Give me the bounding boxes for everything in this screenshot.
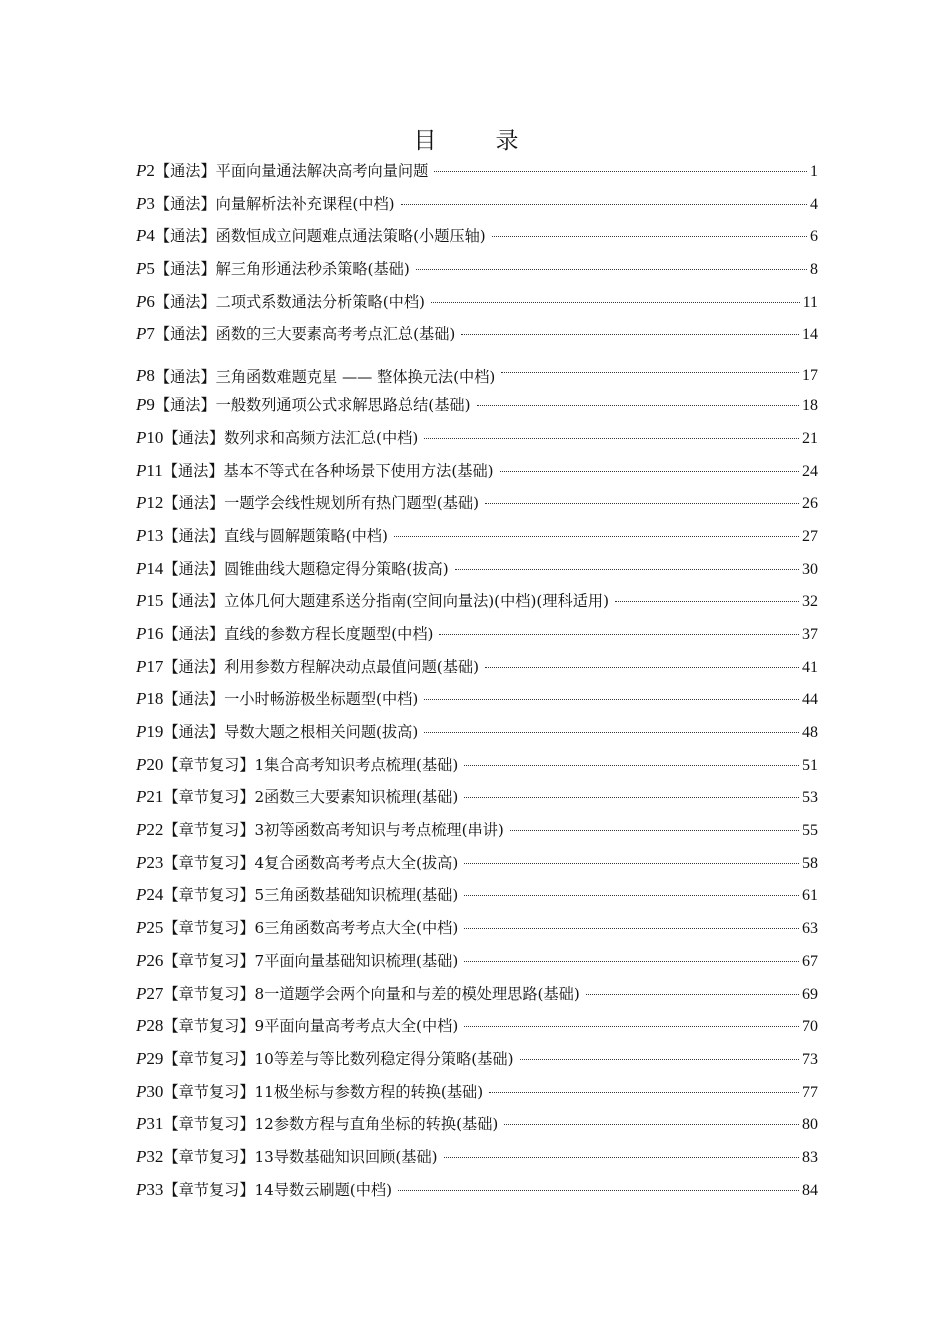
toc-entry[interactable] <box>136 819 818 852</box>
entry-prefix-number: 27 <box>146 983 164 1003</box>
dot-leader <box>464 797 799 798</box>
entry-page-number: 17 <box>802 367 818 385</box>
entry-prefix-letter: P <box>136 787 147 807</box>
toc-entry[interactable] <box>136 558 818 591</box>
toc-entry[interactable] <box>136 656 818 689</box>
entry-prefix-letter: P <box>136 259 147 279</box>
entry-prefix-letter: P <box>136 591 147 611</box>
dot-leader <box>439 634 799 635</box>
entry-page-number: 4 <box>810 195 818 213</box>
dot-leader <box>464 765 799 766</box>
entry-prefix-number: 25 <box>146 918 164 938</box>
entry-prefix-number: 15 <box>146 591 164 611</box>
entry-title: 【章节复习】9平面向量高考考点大全(中档) <box>163 1017 459 1036</box>
entry-title: 【章节复习】12参数方程与直角坐标的转换(基础) <box>163 1115 499 1134</box>
entry-title: 【通法】直线的参数方程长度题型(中档) <box>163 624 434 643</box>
entry-prefix-letter: P <box>136 689 147 709</box>
toc-entry[interactable] <box>136 460 818 493</box>
entry-title: 【通法】三角函数难题克星 —— 整体换元法(中档) <box>154 367 496 386</box>
entry-prefix-number: 5 <box>146 259 155 279</box>
entry-page-number: 30 <box>802 560 818 578</box>
toc-entry[interactable] <box>136 950 818 983</box>
dot-leader <box>394 536 799 537</box>
entry-prefix-number: 22 <box>146 820 164 840</box>
entry-title: 【章节复习】11极坐标与参数方程的转换(基础) <box>163 1082 484 1101</box>
dot-leader <box>504 1124 799 1125</box>
entry-prefix-number: 14 <box>146 558 164 578</box>
entry-page-number: 14 <box>802 326 818 344</box>
dot-leader <box>461 334 799 335</box>
dot-leader <box>424 732 799 733</box>
entry-prefix-letter: P <box>136 754 147 774</box>
toc-entry[interactable] <box>136 721 818 754</box>
entry-page-number: 44 <box>802 691 818 709</box>
entry-prefix-letter: P <box>136 558 147 578</box>
entry-title: 【通法】函数的三大要素高考考点汇总(基础) <box>154 325 456 344</box>
dot-leader <box>615 601 799 602</box>
entry-title: 【章节复习】1集合高考知识考点梳理(基础) <box>163 755 459 774</box>
entry-page-number: 61 <box>802 887 818 905</box>
toc-entry[interactable] <box>136 525 818 558</box>
toc-entry[interactable] <box>136 291 818 324</box>
entry-prefix-number: 23 <box>146 852 164 872</box>
dot-leader <box>464 895 799 896</box>
entry-prefix-number: 16 <box>146 623 164 643</box>
entry-page-number: 6 <box>810 228 818 246</box>
dot-leader <box>424 699 799 700</box>
toc-entry[interactable] <box>136 917 818 950</box>
dot-leader <box>477 405 800 406</box>
entry-page-number: 27 <box>802 527 818 545</box>
entry-prefix-letter: P <box>136 460 147 480</box>
toc-list <box>136 160 818 1211</box>
entry-page-number: 21 <box>802 429 818 447</box>
entry-title: 【章节复习】10等差与等比数列稳定得分策略(基础) <box>163 1049 514 1068</box>
entry-title: 【通法】数列求和高频方法汇总(中档) <box>163 428 419 447</box>
toc-entry[interactable] <box>136 225 818 258</box>
toc-entry[interactable] <box>136 1146 818 1179</box>
dot-leader <box>398 1190 799 1191</box>
entry-prefix-letter: P <box>136 427 147 447</box>
entry-page-number: 18 <box>802 397 818 415</box>
entry-page-number: 58 <box>802 854 818 872</box>
entry-page-number: 67 <box>802 952 818 970</box>
entry-prefix-number: 32 <box>146 1146 164 1166</box>
entry-prefix-number: 10 <box>146 427 164 447</box>
entry-prefix-letter: P <box>136 918 147 938</box>
entry-prefix-letter: P <box>136 1146 147 1166</box>
entry-prefix-number: 6 <box>146 291 155 311</box>
entry-prefix-letter: P <box>136 852 147 872</box>
dot-leader <box>416 269 807 270</box>
toc-entry[interactable] <box>136 884 818 917</box>
entry-page-number: 69 <box>802 985 818 1003</box>
entry-title: 【通法】圆锥曲线大题稳定得分策略(拔高) <box>163 559 449 578</box>
entry-title: 【章节复习】4复合函数高考考点大全(拔高) <box>163 853 459 872</box>
toc-entry[interactable] <box>136 1015 818 1048</box>
entry-prefix-number: 8 <box>146 366 155 386</box>
entry-page-number: 80 <box>802 1116 818 1134</box>
dot-leader <box>500 471 799 472</box>
entry-prefix-number: 31 <box>146 1114 164 1134</box>
entry-prefix-letter: P <box>136 291 147 311</box>
entry-title: 【通法】向量解析法补充课程(中档) <box>154 194 395 213</box>
dot-leader <box>464 863 799 864</box>
entry-prefix-letter: P <box>136 623 147 643</box>
entry-prefix-letter: P <box>136 950 147 970</box>
entry-prefix-number: 24 <box>146 885 164 905</box>
entry-page-number: 53 <box>802 789 818 807</box>
dot-leader <box>586 994 799 995</box>
entry-page-number: 84 <box>802 1181 818 1199</box>
entry-title: 【章节复习】14导数云刷题(中档) <box>163 1180 393 1199</box>
entry-prefix-number: 3 <box>146 193 155 213</box>
entry-prefix-letter: P <box>136 820 147 840</box>
entry-prefix-letter: P <box>136 656 147 676</box>
dot-leader <box>489 1092 799 1093</box>
toc-entry[interactable] <box>136 1081 818 1114</box>
toc-entry[interactable] <box>136 427 818 460</box>
entry-prefix-letter: P <box>136 226 147 246</box>
entry-prefix-number: 28 <box>146 1016 164 1036</box>
entry-page-number: 1 <box>810 163 818 180</box>
entry-prefix-letter: P <box>136 493 147 513</box>
entry-page-number: 41 <box>802 658 818 676</box>
toc-entry[interactable] <box>136 1048 818 1081</box>
entry-title: 【通法】一题学会线性规划所有热门题型(基础) <box>163 494 479 513</box>
dot-leader <box>501 372 799 373</box>
entry-prefix-number: 17 <box>146 656 164 676</box>
entry-prefix-letter: P <box>136 193 147 213</box>
entry-prefix-letter: P <box>136 1016 147 1036</box>
entry-page-number: 26 <box>802 495 818 513</box>
entry-prefix-number: 2 <box>146 161 155 180</box>
entry-title: 【通法】解三角形通法秒杀策略(基础) <box>154 260 410 279</box>
entry-title: 【通法】一小时畅游极坐标题型(中档) <box>163 690 419 709</box>
dot-leader <box>510 830 799 831</box>
dot-leader <box>520 1059 799 1060</box>
entry-prefix-number: 4 <box>146 226 155 246</box>
entry-prefix-number: 20 <box>146 754 164 774</box>
toc-entry[interactable] <box>136 1113 818 1146</box>
entry-title: 【通法】直线与圆解题策略(中档) <box>163 526 388 545</box>
dot-leader <box>401 204 807 205</box>
toc-entry[interactable] <box>136 323 818 356</box>
dot-leader <box>455 569 799 570</box>
toc-entry[interactable] <box>136 590 818 623</box>
entry-prefix-letter: P <box>136 722 147 741</box>
toc-entry[interactable] <box>136 160 818 193</box>
entry-title: 【章节复习】5三角函数基础知识梳理(基础) <box>163 886 459 905</box>
toc-entry[interactable] <box>136 193 818 226</box>
entry-prefix-number: 19 <box>146 722 164 741</box>
toc-entry[interactable] <box>136 356 818 394</box>
entry-title: 【章节复习】13导数基础知识回顾(基础) <box>163 1147 438 1166</box>
entry-prefix-letter: P <box>136 1179 147 1199</box>
toc-entry[interactable] <box>136 688 818 721</box>
entry-prefix-number: 12 <box>146 493 164 513</box>
entry-prefix-letter: P <box>136 525 147 545</box>
entry-prefix-letter: P <box>136 1048 147 1068</box>
entry-prefix-number: 30 <box>146 1081 164 1101</box>
entry-prefix-letter: P <box>136 983 147 1003</box>
entry-page-number: 11 <box>802 293 818 311</box>
toc-entry[interactable] <box>136 754 818 787</box>
entry-page-number: 77 <box>802 1083 818 1101</box>
entry-prefix-number: 21 <box>146 787 164 807</box>
entry-prefix-number: 29 <box>146 1048 164 1068</box>
entry-page-number: 48 <box>802 724 818 741</box>
dot-leader <box>492 236 807 237</box>
toc-entry[interactable] <box>136 258 818 291</box>
toc-entry[interactable] <box>136 983 818 1016</box>
entry-title: 【章节复习】8一道题学会两个向量和与差的模处理思路(基础) <box>163 984 580 1003</box>
dot-leader <box>431 302 800 303</box>
dot-leader <box>434 171 807 172</box>
dot-leader <box>444 1157 799 1158</box>
entry-prefix-letter: P <box>136 885 147 905</box>
toc-entry[interactable] <box>136 623 818 656</box>
entry-page-number: 83 <box>802 1148 818 1166</box>
entry-prefix-letter: P <box>136 1114 147 1134</box>
toc-entry[interactable] <box>136 852 818 885</box>
entry-title: 【通法】函数恒成立问题难点通法策略(小题压轴) <box>154 227 486 246</box>
entry-page-number: 8 <box>810 261 818 279</box>
entry-title: 【通法】一般数列通项公式求解思路总结(基础) <box>154 396 471 415</box>
toc-entry[interactable] <box>136 394 818 427</box>
entry-page-number: 70 <box>802 1018 818 1036</box>
entry-prefix-number: 9 <box>146 395 155 415</box>
entry-title: 【通法】利用参数方程解决动点最值问题(基础) <box>163 657 479 676</box>
entry-title: 【通法】立体几何大题建系送分指南(空间向量法)(中档)(理科适用) <box>163 592 610 611</box>
entry-page-number: 73 <box>802 1050 818 1068</box>
toc-entry[interactable] <box>136 492 818 525</box>
entry-title: 【通法】二项式系数通法分析策略(中档) <box>154 292 425 311</box>
entry-title: 【章节复习】7平面向量基础知识梳理(基础) <box>163 951 459 970</box>
dot-leader <box>464 928 799 929</box>
entry-page-number: 55 <box>802 822 818 840</box>
entry-prefix-letter: P <box>136 395 147 415</box>
entry-prefix-number: 13 <box>146 525 164 545</box>
entry-prefix-number: 26 <box>146 950 164 970</box>
entry-page-number: 63 <box>802 920 818 938</box>
entry-title: 【章节复习】6三角函数高考考点大全(中档) <box>163 919 459 938</box>
entry-title: 【章节复习】2函数三大要素知识梳理(基础) <box>163 788 459 807</box>
entry-page-number: 37 <box>802 625 818 643</box>
entry-page-number: 51 <box>802 756 818 774</box>
entry-title: 【章节复习】3初等函数高考知识与考点梳理(串讲) <box>163 821 504 840</box>
entry-prefix-number: 7 <box>146 324 155 344</box>
toc-title: 目 录 <box>413 128 537 154</box>
dot-leader <box>485 503 799 504</box>
dot-leader <box>464 1026 799 1027</box>
entry-prefix-letter: P <box>136 366 147 386</box>
entry-title: 【通法】基本不等式在各种场景下使用方法(基础) <box>162 461 494 480</box>
entry-prefix-number: 11 <box>146 460 163 480</box>
entry-page-number: 24 <box>802 462 818 480</box>
toc-entry[interactable] <box>136 1179 818 1212</box>
entry-title: 【通法】平面向量通法解决高考向量问题 <box>154 162 429 180</box>
entry-prefix-number: 33 <box>146 1179 164 1199</box>
dot-leader <box>424 438 799 439</box>
dot-leader <box>464 961 799 962</box>
entry-page-number: 32 <box>802 593 818 611</box>
entry-prefix-number: 18 <box>146 689 164 709</box>
toc-entry[interactable] <box>136 786 818 819</box>
entry-prefix-letter: P <box>136 324 147 344</box>
entry-prefix-letter: P <box>136 161 147 180</box>
entry-prefix-letter: P <box>136 1081 147 1101</box>
entry-title: 【通法】导数大题之根相关问题(拔高) <box>163 723 419 741</box>
dot-leader <box>485 667 799 668</box>
